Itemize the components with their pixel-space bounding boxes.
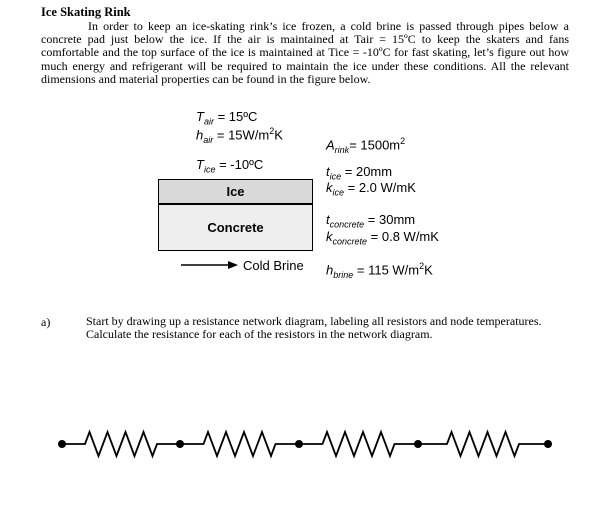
cold-brine-label: Cold Brine bbox=[243, 258, 304, 273]
resistance-network bbox=[58, 432, 552, 456]
network-node-4 bbox=[414, 440, 422, 448]
problem-intro: In order to keep an ice-skating rink’s ice frozen, a cold brine is passed through pipes below a concrete pad just below the ice. If the air is maintained at Tair = 15ºC to keep the skaters and fans comfortable and the top surface of the ice is maintained at Tice = -10ºC for fast skating, let’s figure out how much energy and refrigerant will be required to maintain the ice under these conditions. All the relevant dimensions and material properties can be found in the figure below. bbox=[41, 19, 569, 86]
brine-flow-arrow bbox=[181, 261, 238, 269]
k-concrete-label: $k_{concrete} = 0.8$ W/mK bbox=[326, 229, 439, 247]
network-node-2 bbox=[176, 440, 184, 448]
resistor-1 bbox=[62, 432, 180, 456]
problem-title: Ice Skating Rink bbox=[41, 5, 131, 19]
network-node-3 bbox=[295, 440, 303, 448]
resistor-2 bbox=[180, 432, 299, 456]
t-concrete-label: $t_{concrete} = 30mm$ bbox=[326, 212, 416, 230]
resistor-3 bbox=[299, 432, 418, 456]
concrete-layer-label: Concrete bbox=[207, 220, 264, 235]
ice-layer-label: Ice bbox=[226, 184, 245, 199]
network-node-5 bbox=[544, 440, 552, 448]
question-a-letter: a) bbox=[41, 315, 51, 329]
h-air-label: $h_{air} = 15W/m^2K$ bbox=[196, 126, 283, 145]
k-ice-label: $k_{ice} = 2.0$ W/mK bbox=[326, 180, 416, 198]
resistor-4 bbox=[418, 432, 548, 456]
network-node-1 bbox=[58, 440, 66, 448]
question-a-text: Start by drawing up a resistance network diagram, labeling all resistors and node temperatures. Calculate the resistance for each of the resistors in the network diagram. bbox=[86, 314, 542, 342]
h-brine-label: $h_{brine} = 115$ $W/m^2K$ bbox=[326, 261, 433, 280]
t-air-label: $T_{air}$ = 15ºC bbox=[196, 109, 258, 127]
a-rink-label: $A_{rink}= 1500m^2$ bbox=[326, 136, 406, 155]
t-ice-label: $T_{ice}$ = -10ºC bbox=[196, 157, 264, 175]
t-ice-thickness-label: $t_{ice} = 20mm$ bbox=[326, 164, 393, 182]
